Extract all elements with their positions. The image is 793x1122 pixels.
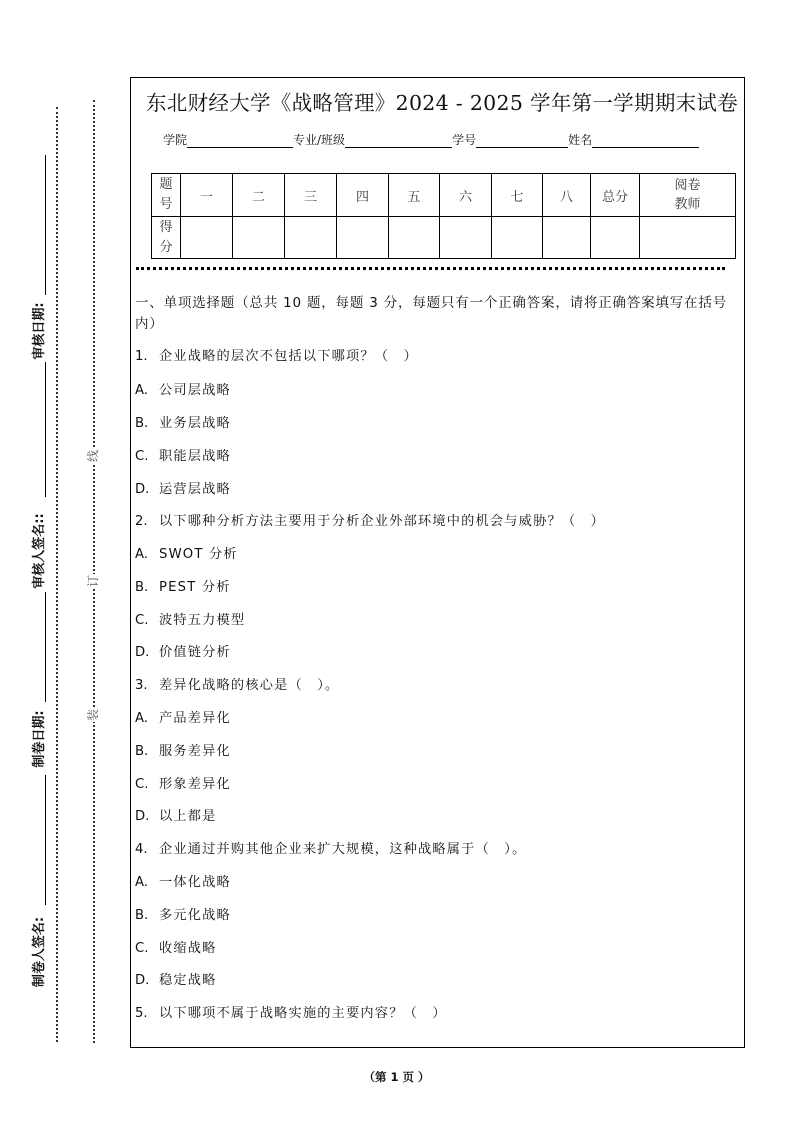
question-3 bbox=[135, 674, 339, 693]
option-key: C. bbox=[135, 777, 149, 792]
option-1c[interactable] bbox=[135, 445, 231, 464]
label-preparer-signature: 制卷人签名: bbox=[32, 916, 47, 988]
label-name: 姓名 bbox=[568, 133, 593, 147]
question-number: 2. bbox=[135, 514, 148, 529]
question-number: 4. bbox=[135, 842, 148, 857]
bind-char-ding: 订 bbox=[86, 575, 100, 588]
header-score bbox=[152, 217, 181, 259]
score-table-header-row bbox=[152, 174, 736, 217]
col-header-4: 四 bbox=[337, 174, 389, 217]
question-text: 企业战略的层次不包括以下哪项？（ ） bbox=[159, 349, 418, 364]
option-2c[interactable] bbox=[135, 609, 245, 628]
option-text: SWOT 分析 bbox=[159, 547, 238, 562]
header-char: 号 bbox=[159, 197, 173, 212]
option-text: 服务差异化 bbox=[159, 744, 231, 759]
option-key: A. bbox=[135, 875, 148, 890]
header-char: 分 bbox=[159, 239, 173, 255]
score-cell-6[interactable] bbox=[440, 217, 492, 259]
col-header-1: 一 bbox=[181, 174, 233, 217]
option-text: 稳定战略 bbox=[159, 973, 217, 988]
question-4 bbox=[135, 838, 526, 857]
option-text: 以上都是 bbox=[159, 809, 217, 824]
option-4d[interactable] bbox=[135, 969, 217, 988]
option-4c[interactable] bbox=[135, 937, 217, 956]
option-2a[interactable] bbox=[135, 543, 238, 562]
option-4b[interactable] bbox=[135, 904, 231, 923]
question-number: 3. bbox=[135, 678, 148, 693]
label-major-class: 专业/班级 bbox=[293, 133, 346, 147]
option-1b[interactable] bbox=[135, 412, 231, 431]
bind-char-zhuang: 装 bbox=[86, 709, 100, 722]
question-text: 以下哪项不属于战略实施的主要内容？（ ） bbox=[159, 1006, 447, 1021]
question-text: 企业通过并购其他企业来扩大规模，这种战略属于（ ）。 bbox=[159, 842, 527, 857]
binding-dotted-line-inner bbox=[93, 100, 95, 1043]
option-key: B. bbox=[135, 908, 149, 923]
major-class-field[interactable] bbox=[345, 133, 452, 148]
question-1 bbox=[135, 345, 418, 364]
exam-title: 东北财经大学《战略管理》2024 - 2025 学年第一学期期末试卷 bbox=[146, 91, 739, 115]
grader-label-line: 阅卷 bbox=[674, 178, 701, 193]
student-id-field[interactable] bbox=[476, 133, 568, 148]
score-cell-3[interactable] bbox=[285, 217, 337, 259]
student-info-row bbox=[163, 131, 699, 148]
signature-line-reviewer bbox=[45, 362, 46, 497]
option-key: B. bbox=[135, 580, 149, 595]
option-3d[interactable] bbox=[135, 805, 217, 824]
option-key: A. bbox=[135, 547, 148, 562]
score-cell-4[interactable] bbox=[337, 217, 389, 259]
option-text: 一体化战略 bbox=[159, 875, 231, 890]
question-text: 差异化战略的核心是（ ）。 bbox=[159, 678, 340, 693]
option-text: 波特五力模型 bbox=[159, 613, 246, 628]
col-header-total: 总分 bbox=[591, 174, 640, 217]
option-2d[interactable] bbox=[135, 641, 231, 660]
name-field[interactable] bbox=[592, 133, 699, 148]
score-cell-total[interactable] bbox=[591, 217, 640, 259]
option-1d[interactable] bbox=[135, 478, 231, 497]
score-cell-5[interactable] bbox=[389, 217, 440, 259]
header-question-number bbox=[152, 174, 181, 217]
col-header-2: 二 bbox=[233, 174, 285, 217]
option-3c[interactable] bbox=[135, 773, 231, 792]
score-cell-grader[interactable] bbox=[640, 217, 736, 259]
col-header-5: 五 bbox=[389, 174, 440, 217]
score-cell-2[interactable] bbox=[233, 217, 285, 259]
col-header-8: 八 bbox=[543, 174, 591, 217]
option-text: 收缩战略 bbox=[159, 941, 217, 956]
option-key: A. bbox=[135, 711, 148, 726]
score-cell-7[interactable] bbox=[492, 217, 543, 259]
option-1a[interactable] bbox=[135, 379, 231, 398]
col-header-7: 七 bbox=[492, 174, 543, 217]
option-key: C. bbox=[135, 613, 149, 628]
score-cell-1[interactable] bbox=[181, 217, 233, 259]
option-4a[interactable] bbox=[135, 871, 231, 890]
bind-char-xian: 线 bbox=[86, 450, 100, 463]
option-text: 公司层战略 bbox=[159, 383, 231, 398]
question-5 bbox=[135, 1002, 447, 1021]
option-3a[interactable] bbox=[135, 707, 231, 726]
score-cell-8[interactable] bbox=[543, 217, 591, 259]
col-header-6: 六 bbox=[440, 174, 492, 217]
option-key: D. bbox=[135, 809, 150, 824]
option-key: D. bbox=[135, 973, 150, 988]
dotted-separator bbox=[136, 267, 725, 270]
option-text: 业务层战略 bbox=[159, 416, 231, 431]
grader-label-line: 教师 bbox=[674, 197, 701, 212]
question-number: 1. bbox=[135, 349, 148, 364]
college-field[interactable] bbox=[187, 133, 293, 148]
option-key: C. bbox=[135, 941, 149, 956]
col-header-3: 三 bbox=[285, 174, 337, 217]
question-text: 以下哪种分析方法主要用于分析企业外部环境中的机会与威胁？（ ） bbox=[159, 514, 606, 529]
option-text: 产品差异化 bbox=[159, 711, 231, 726]
option-text: PEST 分析 bbox=[159, 580, 231, 595]
option-text: 多元化战略 bbox=[159, 908, 231, 923]
option-text: 价值链分析 bbox=[159, 645, 231, 660]
option-text: 职能层战略 bbox=[159, 449, 231, 464]
option-key: B. bbox=[135, 744, 149, 759]
col-header-grader bbox=[640, 174, 736, 217]
score-table bbox=[151, 173, 736, 259]
label-review-date: 审核日期: bbox=[32, 302, 47, 360]
binding-dotted-line-outer bbox=[56, 107, 58, 1042]
option-text: 运营层战略 bbox=[159, 482, 231, 497]
option-key: D. bbox=[135, 482, 150, 497]
header-char: 得 bbox=[159, 219, 173, 235]
option-key: C. bbox=[135, 449, 149, 464]
option-2b[interactable] bbox=[135, 576, 231, 595]
page-number: （第 1 页 ） bbox=[363, 1070, 430, 1084]
label-student-id: 学号 bbox=[452, 133, 477, 147]
label-college: 学院 bbox=[163, 133, 188, 147]
option-key: D. bbox=[135, 645, 150, 660]
option-text: 形象差异化 bbox=[159, 777, 231, 792]
question-2 bbox=[135, 510, 605, 529]
signature-line-preparer bbox=[45, 775, 46, 905]
option-3b[interactable] bbox=[135, 740, 231, 759]
label-reviewer-signature: 审核人签名:: bbox=[32, 513, 47, 589]
option-key: B. bbox=[135, 416, 149, 431]
score-table-score-row bbox=[152, 217, 736, 259]
section-heading: 一、单项选择题（总共 10 题，每题 3 分，每题只有一个正确答案，请将正确答案填写在括号内） bbox=[135, 295, 727, 332]
question-number: 5. bbox=[135, 1006, 148, 1021]
label-prep-date: 制卷日期: bbox=[32, 710, 47, 768]
option-key: A. bbox=[135, 383, 148, 398]
header-char: 题 bbox=[159, 177, 173, 192]
